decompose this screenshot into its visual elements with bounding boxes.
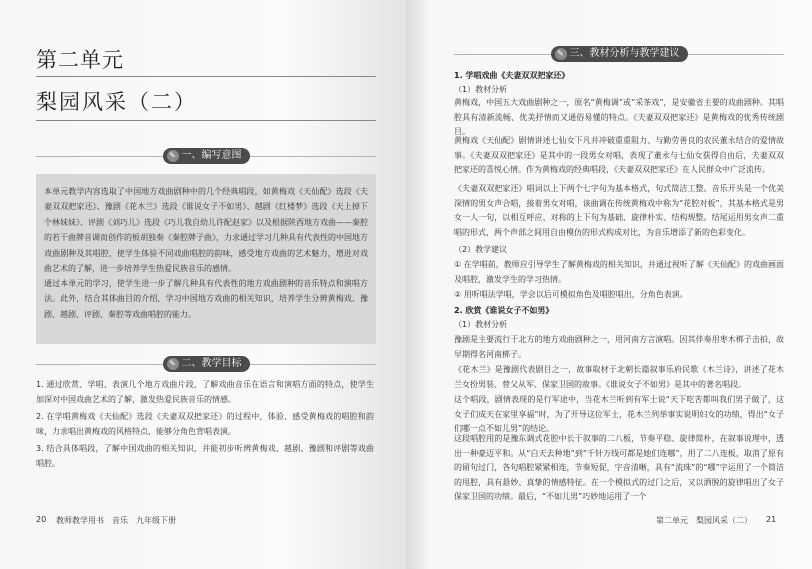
- goal-item: 2. 在学唱黄梅戏《天仙配》选段《夫妻双双把家还》的过程中，体验、感受黄梅戏的唱腔和韵味，力求唱出黄梅戏的风格特点，能够分角色背唱表演。: [36, 412, 374, 436]
- section-heading-intent: [36, 148, 376, 164]
- running-head: 第二单元 梨园风采（二）: [656, 516, 752, 525]
- subsection-heading: 2. 欣赏《谁说女子不如男》: [454, 306, 554, 315]
- paragraph: 黄梅戏《天仙配》剧情讲述七仙女下凡并冲破重重阻力、与勤劳善良的农民董永结合的爱情故事。《夫妻双双把家还》是其中的一段男女对唱，表现了董永与七仙女获得自由后，夫妻双双把家还的喜悦心情。作为黄梅戏的经典唱段，《夫妻双双把家还》在人民群众中广泛流传。: [454, 136, 784, 174]
- paragraph: ② 用听唱法学唱，学会以后可模拟角色及唱腔唱出，分角色表演。: [454, 290, 688, 299]
- pencil-icon: ✎: [167, 150, 179, 162]
- paragraph: ① 在学唱前，教师应引导学生了解黄梅戏的相关知识，并通过视听了解《天仙配》的戏曲画面及唱腔，激发学生的学习热情。: [454, 260, 784, 284]
- section-heading-analysis: [454, 46, 784, 62]
- intro-paragraph: 通过本单元的学习，使学生进一步了解几种具有代表性的地方戏曲剧种的音乐特点和演唱方法。此外，结合其体曲目的介绍，学习中国地方戏曲的相关知识，培养学生分辨黄梅戏、豫剧、越剧、评剧、秦腔等戏曲唱腔的能力。: [44, 279, 368, 319]
- page-number: 21: [766, 515, 777, 524]
- goal-item: 3. 结合具体唱段，了解中国戏曲的相关知识，并能初步听辨黄梅戏、越剧、豫剧和评剧等戏曲唱腔。: [36, 444, 374, 468]
- section-label: 二、教学目标: [181, 358, 242, 369]
- sub-heading: （1）教材分析: [454, 85, 508, 94]
- paragraph: 这段唱腔用的是豫东调式花腔中长于叙事的二八板，节奏平稳、旋律简朴，在叙事说理中，透出一种豪迈平和。从“白天去种地”到“千针万线可都是她们连哪”，用了二八连板，取消了原有的留句过门，各句唱腔紧紧相连，节奏短促，字音清晰，具有“流珠”的“哪”字运用了一个简洁的甩腔，具有悬妙、真挚的情感特征。在一个模拟式的过门之后，又以洒脱的旋律唱出了女子保家卫国的功绩。最后，“不如儿男”巧妙地运用了一个: [454, 434, 784, 501]
- section-label: 三、教材分析与教学建议: [569, 48, 680, 59]
- goal-item: 1. 通过欣赏、学唱、表演几个地方戏曲片段，了解戏曲音乐在语言和演唱方面的特点，使学生加深对中国戏曲艺术的了解，激发热爱民族音乐的情感。: [36, 380, 374, 404]
- paragraph: 《花木兰》是豫剧代表剧目之一，故事取材于北朝长篇叙事乐府民歌《木兰诗》，讲述了花木兰女扮男装、替父从军、保家卫国的故事。《谁说女子不如男》是其中的著名唱段。: [454, 365, 784, 389]
- page-number: 20: [36, 515, 47, 524]
- paragraph: 黄梅戏，中国五大戏曲剧种之一，原名“黄梅调”或“采茶戏”，是安徽省主要的戏曲剧种。其唱腔具有清新流畅、优美抒情而又通俗易懂的特点。《夫妻双双把家还》是黄梅戏的优秀传统剧目。: [454, 98, 784, 136]
- intro-paragraph: 本单元教学内容选取了中国地方戏曲剧种中的几个经典唱段，如黄梅戏《天仙配》选段《夫妻双双把家还》、豫剧《花木兰》选段《谁说女子不如男》、越剧《红楼梦》选段《天上掉下个林妹妹》、评剧《刘巧儿》选段《巧儿我自幼儿许配赵家》以及根据陕西地方戏曲——秦腔的若干曲牌音调而创作的板胡独奏《秦腔牌子曲》，力求通过学习几种具有代表性的中国地方戏曲剧种及其唱腔，使学生体验不同戏曲唱腔的韵味，感受地方戏曲的艺术魅力，增进对戏曲艺术的了解，进一步培养学生热爱民族音乐的感情。: [44, 187, 368, 274]
- pencil-icon: ✎: [167, 358, 179, 370]
- section-label: 一、编写意图: [181, 150, 242, 161]
- paragraph: 《夫妻双双把家还》唱词以上下两个七字句为基本格式，句式简洁工整。音乐开头是一个优美深情的男女声合唱，接着男女对唱，该曲调在传统黄梅戏中称为“花腔对板”，其基本格式是男女一人一句，以相互呼应、对称的上下句为基础，旋律朴实、结构规整。结尾运用男女声二重唱的形式，两个声部之间用自由模仿的形式构成对比，为音乐增添了新的色彩变化。: [454, 184, 784, 237]
- subsection-heading: 1. 学唱戏曲《夫妻双双把家还》: [454, 71, 570, 80]
- title-divider: [36, 76, 376, 77]
- right-page: [406, 0, 812, 569]
- sub-heading: （1）教材分析: [454, 320, 508, 329]
- paragraph: 豫剧是主要流行于北方的地方戏曲剧种之一，用河南方言演唱。因其伴奏用枣木梆子击拍，故早期得名河南梆子。: [454, 335, 784, 359]
- paragraph: 这个唱段，剧情表现的是行军途中，当花木兰听到有军士说“天下吃苦都叫我们男子做了，这女子们成天在家里享福”时，为了开导这位军士，花木兰列举事实说明妇女的功绩，得出“女子们哪一点不如儿男”的结论。: [454, 395, 784, 433]
- title-divider: [36, 120, 376, 121]
- theme-title: 梨园风采（二）: [36, 90, 197, 114]
- unit-title: 第二单元: [36, 48, 124, 72]
- section-heading-goals: [36, 356, 376, 372]
- pencil-icon: ✎: [555, 48, 567, 60]
- book-title: 教师教学用书 音乐 九年级下册: [56, 516, 176, 525]
- sub-heading: （2）教学建议: [454, 245, 508, 254]
